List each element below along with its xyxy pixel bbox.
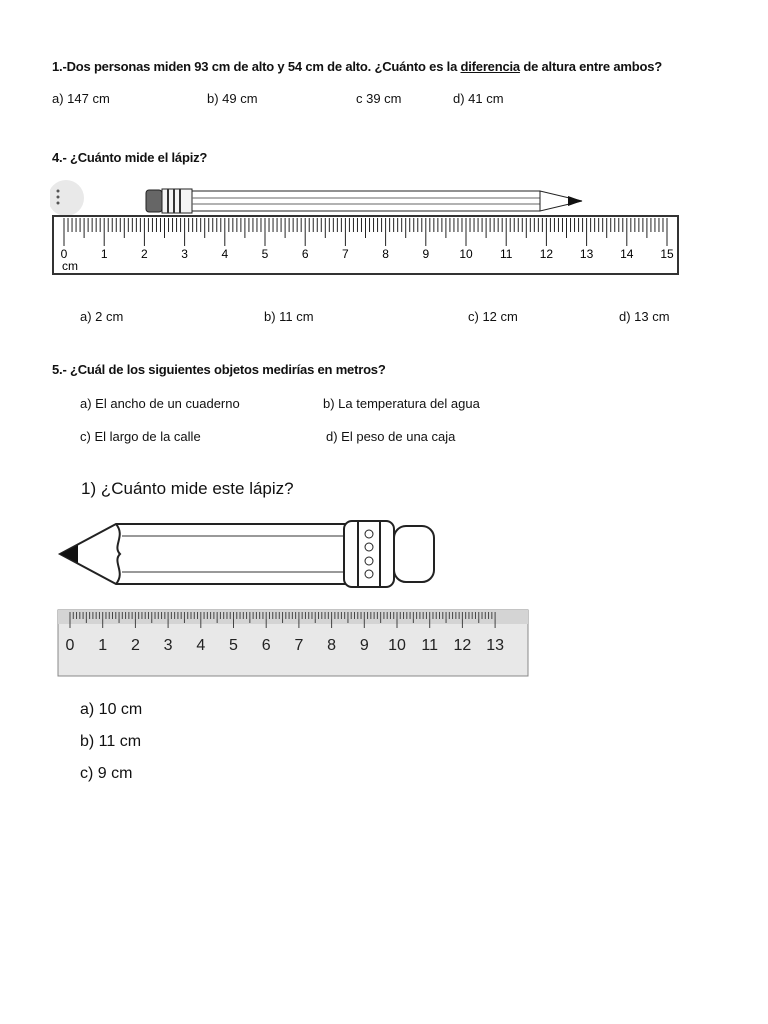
question-4-title: 4.- ¿Cuánto mide el lápiz? bbox=[52, 150, 208, 165]
ruler-number: 3 bbox=[181, 247, 188, 261]
q1-option-d: d) 41 cm bbox=[453, 91, 504, 106]
pencil-drawing-1 bbox=[146, 189, 582, 213]
ruler-number: 12 bbox=[539, 247, 554, 261]
q1-option-c: c 39 cm bbox=[356, 91, 402, 106]
ruler-number: 0 bbox=[60, 247, 68, 261]
pencil-2-option-b: b) 11 cm bbox=[80, 733, 142, 750]
pencil-ruler-figure-1 bbox=[50, 178, 682, 280]
ruler-number: 11 bbox=[421, 637, 439, 654]
q5-option-a: a) El ancho de un cuaderno bbox=[80, 396, 240, 411]
ruler-number: 14 bbox=[620, 247, 634, 261]
ruler-number: 10 bbox=[388, 637, 406, 654]
ruler-number: 3 bbox=[163, 637, 173, 654]
ruler-number: 2 bbox=[130, 637, 140, 654]
more-options-icon bbox=[50, 180, 84, 216]
question-1-title bbox=[52, 59, 662, 74]
question-1-text: 1.-Dos personas miden 93 cm de alto y 54 cm de alto. ¿Cuánto es la bbox=[52, 59, 461, 74]
ruler-number: 2 bbox=[141, 247, 148, 261]
q5-option-c: c) El largo de la calle bbox=[80, 429, 201, 444]
ruler-number: 0 bbox=[65, 637, 75, 654]
ruler-number: 6 bbox=[301, 247, 309, 261]
pencil-2-option-c: c) 9 cm bbox=[80, 765, 133, 782]
pencil-2-option-a: a) 10 cm bbox=[80, 701, 143, 718]
question-1-underlined-word: diferencia bbox=[460, 59, 520, 74]
question-pencil-2-title: 1) ¿Cuánto mide este lápiz? bbox=[81, 479, 294, 498]
ruler-number: 13 bbox=[579, 247, 594, 261]
ruler-number: 1 bbox=[100, 247, 108, 261]
ruler-number: 4 bbox=[196, 637, 206, 654]
ruler-number: 7 bbox=[342, 247, 349, 261]
ruler-number: 5 bbox=[261, 247, 269, 261]
question-1-text-end: de altura entre ambos? bbox=[519, 59, 662, 74]
ruler-unit-label: cm bbox=[62, 259, 78, 273]
ruler-number: 8 bbox=[327, 637, 337, 654]
ruler-number: 8 bbox=[382, 247, 389, 261]
ruler-1 bbox=[53, 216, 678, 274]
q4-option-a: a) 2 cm bbox=[80, 309, 124, 324]
ruler-number: 9 bbox=[359, 637, 369, 654]
ruler-number: 1 bbox=[98, 637, 108, 654]
ruler-number: 13 bbox=[486, 637, 504, 654]
q4-option-c: c) 12 cm bbox=[468, 309, 518, 324]
q4-option-d: d) 13 cm bbox=[619, 309, 670, 324]
q4-option-b: b) 11 cm bbox=[264, 309, 314, 324]
ruler-number: 4 bbox=[221, 247, 229, 261]
ruler-number: 11 bbox=[499, 247, 513, 261]
q1-option-b: b) 49 cm bbox=[207, 91, 258, 106]
ruler-number: 7 bbox=[294, 637, 304, 654]
ruler-number: 15 bbox=[660, 247, 674, 261]
ruler-number: 6 bbox=[261, 637, 271, 654]
ruler-number: 5 bbox=[229, 637, 238, 654]
ruler-number: 12 bbox=[453, 637, 472, 654]
ruler-number: 9 bbox=[422, 247, 430, 261]
q5-option-d: d) El peso de una caja bbox=[326, 429, 456, 444]
pencil-drawing-2 bbox=[54, 516, 438, 592]
ruler-2 bbox=[57, 609, 529, 679]
q1-option-a: a) 147 cm bbox=[52, 91, 110, 106]
ruler-number: 10 bbox=[459, 247, 473, 261]
question-5-title: 5.- ¿Cuál de los siguientes objetos medirías en metros? bbox=[52, 362, 386, 377]
q5-option-b: b) La temperatura del agua bbox=[323, 396, 480, 411]
